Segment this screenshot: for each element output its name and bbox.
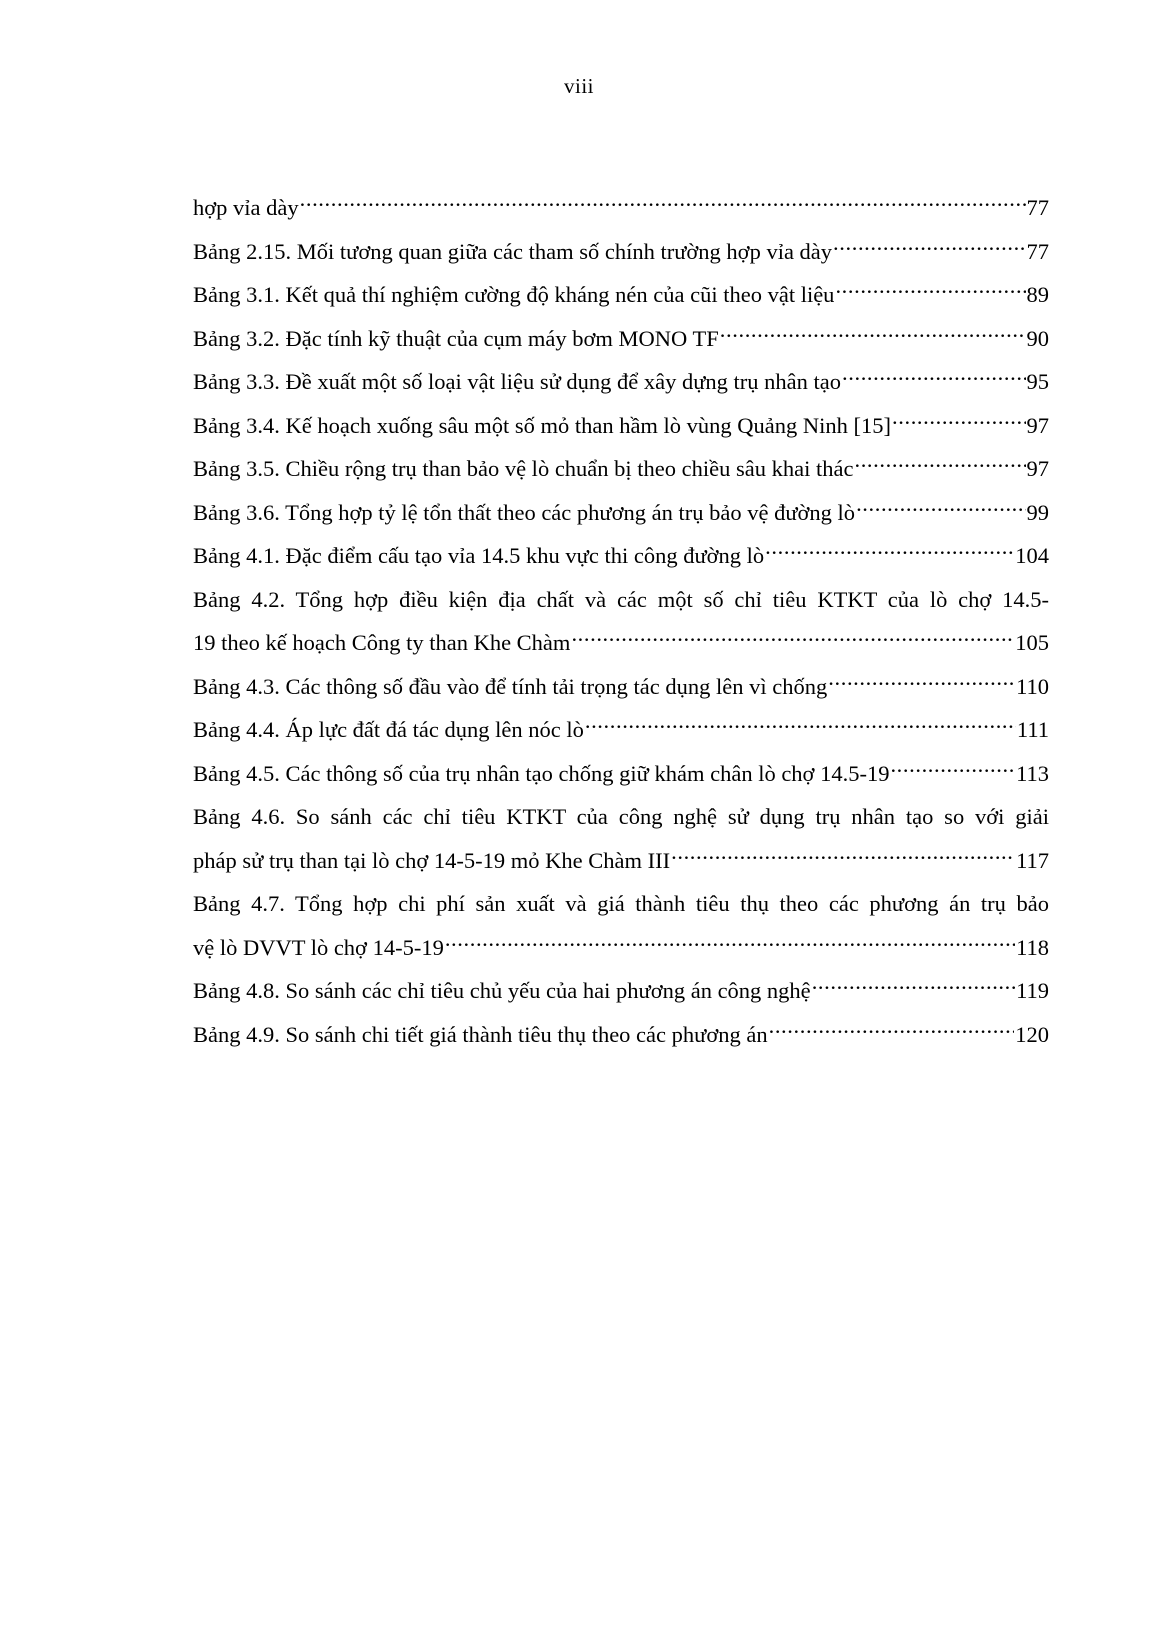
toc-entry-continued[interactable]	[193, 795, 1049, 839]
toc-entry-title: 19 theo kế hoạch Công ty than Khe Chàm	[193, 630, 571, 655]
toc-entry[interactable]	[193, 491, 1049, 535]
dot-leader	[671, 839, 1015, 883]
toc-entry-title: Bảng 4.7. Tổng hợp chi phí sản xuất và giá thành tiêu thụ theo các phương án trụ bảo	[193, 891, 1049, 916]
toc-entry[interactable]	[193, 926, 1049, 970]
toc-entry-title: Bảng 4.6. So sánh các chỉ tiêu KTKT của công nghệ sử dụng trụ nhân tạo so với giải	[193, 804, 1049, 829]
toc-entry-title: Bảng 4.3. Các thông số đầu vào để tính tải trọng tác dụng lên vì chống	[193, 673, 828, 699]
dot-leader	[571, 621, 1014, 665]
toc-entry-title: Bảng 4.5. Các thông số của trụ nhân tạo chống giữ khám chân lò chợ 14.5-19	[193, 760, 890, 786]
toc-entry-title: Bảng 4.8. So sánh các chỉ tiêu chủ yếu của hai phương án công nghệ	[193, 978, 811, 1003]
toc-entry[interactable]	[193, 969, 1049, 1013]
toc-entry[interactable]	[193, 447, 1049, 491]
toc-entry-title: pháp sử trụ than tại lò chợ 14-5-19 mỏ Khe Chàm III	[193, 847, 671, 873]
toc-entry-title: Bảng 4.9. So sánh chi tiết giá thành tiêu thụ theo các phương án	[193, 1021, 768, 1047]
toc-entry-title: Bảng 4.2. Tổng hợp điều kiện địa chất và các một số chỉ tiêu KTKT của lò chợ 14.5-	[193, 586, 1049, 612]
toc-entry[interactable]	[193, 665, 1049, 709]
dot-leader	[769, 1013, 1015, 1057]
toc-entry-title: Bảng 3.4. Kế hoạch xuống sâu một số mỏ than hầm lò vùng Quảng Ninh [15]	[193, 412, 892, 438]
toc-entry[interactable]	[193, 186, 1049, 230]
toc-entry-page: 97	[1026, 456, 1049, 481]
toc-entry-page: 113	[1016, 760, 1049, 786]
toc-entry-title: Bảng 3.1. Kết quả thí nghiệm cường độ kháng nén của cũi theo vật liệu	[193, 282, 835, 307]
toc-entry[interactable]	[193, 360, 1049, 404]
table-of-tables	[193, 186, 1049, 1056]
dot-leader	[765, 534, 1014, 578]
toc-entry-page: 89	[1026, 282, 1049, 307]
dot-leader	[585, 708, 1016, 752]
toc-entry[interactable]	[193, 317, 1049, 361]
dot-leader	[833, 230, 1025, 274]
dot-leader	[812, 969, 1015, 1013]
toc-entry[interactable]	[193, 1013, 1049, 1057]
toc-entry-page: 120	[1015, 1021, 1049, 1047]
dot-leader	[856, 491, 1025, 535]
toc-entry-title: hợp vỉa dày	[193, 195, 299, 220]
toc-entry-title: vệ lò DVVT lò chợ 14-5-19	[193, 934, 444, 960]
toc-entry-title: Bảng 3.2. Đặc tính kỹ thuật của cụm máy bơm MONO TF	[193, 325, 719, 351]
toc-entry-page: 97	[1026, 412, 1049, 438]
toc-entry-page: 90	[1026, 325, 1049, 351]
dot-leader	[835, 273, 1025, 317]
toc-entry-page: 104	[1015, 543, 1049, 568]
toc-entry-page: 77	[1026, 238, 1049, 264]
toc-entry-title: Bảng 3.5. Chiều rộng trụ than bảo vệ lò chuẩn bị theo chiều sâu khai thác	[193, 456, 854, 481]
dot-leader	[828, 665, 1015, 709]
toc-entry-page: 77	[1026, 195, 1049, 220]
toc-entry[interactable]	[193, 708, 1049, 752]
dot-leader	[892, 404, 1025, 448]
dot-leader	[300, 186, 1026, 230]
toc-entry-page: 111	[1016, 717, 1049, 742]
toc-entry-page: 99	[1026, 499, 1049, 525]
toc-entry-page: 110	[1016, 673, 1049, 699]
toc-entry[interactable]	[193, 839, 1049, 883]
toc-entry-page: 118	[1016, 934, 1049, 960]
dot-leader	[842, 360, 1025, 404]
toc-entry-page: 119	[1016, 978, 1049, 1003]
page-number: viii	[563, 74, 594, 98]
toc-entry[interactable]	[193, 752, 1049, 796]
toc-entry[interactable]	[193, 534, 1049, 578]
toc-entry-page: 95	[1026, 369, 1049, 394]
toc-entry-continued[interactable]	[193, 882, 1049, 926]
toc-entry-title: Bảng 4.4. Áp lực đất đá tác dụng lên nóc lò	[193, 717, 584, 742]
toc-entry-page: 105	[1015, 630, 1049, 655]
dot-leader	[854, 447, 1025, 491]
toc-entry-title: Bảng 3.3. Đề xuất một số loại vật liệu sử dụng để xây dựng trụ nhân tạo	[193, 369, 842, 394]
toc-entry-title: Bảng 3.6. Tổng hợp tỷ lệ tổn thất theo các phương án trụ bảo vệ đường lò	[193, 499, 856, 525]
toc-entry[interactable]	[193, 230, 1049, 274]
toc-entry[interactable]	[193, 621, 1049, 665]
toc-entry-title: Bảng 2.15. Mối tương quan giữa các tham số chính trường hợp vỉa dày	[193, 238, 833, 264]
toc-entry[interactable]	[193, 273, 1049, 317]
dot-leader	[720, 317, 1026, 361]
toc-entry[interactable]	[193, 404, 1049, 448]
toc-entry-continued[interactable]	[193, 578, 1049, 622]
dot-leader	[890, 752, 1015, 796]
toc-entry-page: 117	[1016, 847, 1049, 873]
toc-entry-title: Bảng 4.1. Đặc điểm cấu tạo vỉa 14.5 khu vực thi công đường lò	[193, 543, 765, 568]
dot-leader	[445, 926, 1015, 970]
